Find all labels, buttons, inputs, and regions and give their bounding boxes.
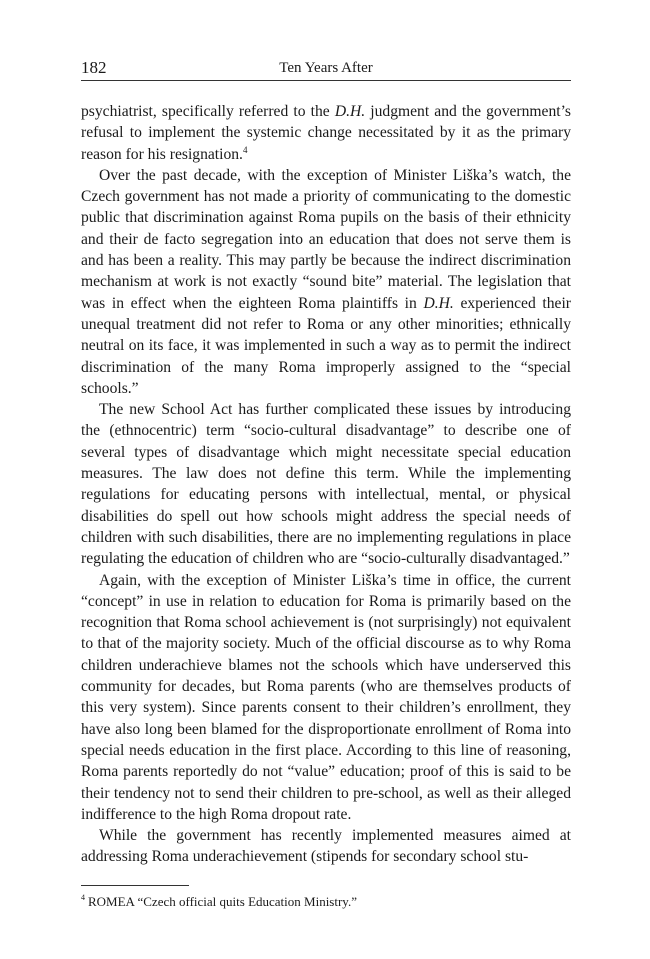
paragraph bbox=[81, 825, 571, 868]
paragraph-text: While the government has recently implemented measures aimed at addressing Roma underachievement (stipends for secondary school stu- bbox=[81, 827, 571, 866]
running-head bbox=[81, 58, 571, 80]
paragraph-text: experienced their unequal treatment did not refer to Roma or any other minorities; ethnically neutral on its face, it was implemented in such a way as to permit the indirect discrimination of the many Roma improperly assigned to the “special schools.” bbox=[81, 294, 571, 397]
paragraph bbox=[81, 570, 571, 826]
paragraph-text: Again, with the exception of Minister Liška’s time in office, the current “concept” in use in relation to education for Roma is primarily based on the recognition that Roma school achievement is (not surprisingly) not equivalent to that of the majority society. Much of the official discourse as to why Roma children underachieve blames not the schools which have underserved this community for decades, but Roma parents (who are themselves products of this very system). Since parents consent to their children’s enrollment, they have also long been blamed for the disproportionate enrollment of Roma into special needs education in the first place. According to this line of reasoning, Roma parents reportedly do not “value” education; proof of this is said to be their tendency not to send their children to pre-school, as well as their alleged indifference to the high Roma dropout rate. bbox=[81, 571, 571, 823]
paragraph-text: judgment and the government’s refusal to implement the systemic change necessitated by it as the primary reason for his resignation. bbox=[81, 103, 571, 163]
footnote bbox=[81, 893, 571, 910]
page-number: 182 bbox=[81, 58, 107, 77]
footnote-number: 4 bbox=[81, 893, 85, 903]
paragraph-text: Over the past decade, with the exception of Minister Liška’s watch, the Czech government has not made a priority of communicating to the domestic public that discrimination against Roma pupils on the basis of their ethnicity and their de facto segregation into an education that does not serve them is and has been a reality. This may partly be because the indirect discrimination mechanism at work is not exactly “sound bite” material. The legislation that was in effect when the eighteen Roma plaintiffs in bbox=[81, 166, 571, 312]
paragraph bbox=[81, 101, 571, 165]
footnote-text: ROMEA “Czech official quits Education Ministry.” bbox=[88, 893, 357, 909]
header-rule bbox=[81, 80, 571, 81]
footnote-reference: 4 bbox=[242, 144, 248, 155]
case-name: D.H. bbox=[334, 103, 366, 120]
paragraph bbox=[81, 399, 571, 569]
paragraph-text: The new School Act has further complicated these issues by introducing the (ethnocentric) term “socio-cultural disadvantage” to describe one of several types of disadvantage which might necessitate special education measures. The law does not define this term. While the implementing regulations for educating persons with intellectual, mental, or physical disabilities do spell out how schools might address the special needs of children with such disabilities, there are no implementing regulations in place regulating the education of children who are “socio-culturally disadvantaged.” bbox=[81, 401, 571, 568]
paragraph-text: psychiatrist, specifically referred to the bbox=[81, 103, 335, 120]
body-text bbox=[81, 101, 571, 868]
case-name: D.H. bbox=[423, 294, 454, 312]
running-title: Ten Years After bbox=[279, 60, 373, 76]
paragraph bbox=[81, 165, 571, 399]
footnote-rule bbox=[81, 885, 189, 886]
book-page bbox=[81, 58, 571, 910]
